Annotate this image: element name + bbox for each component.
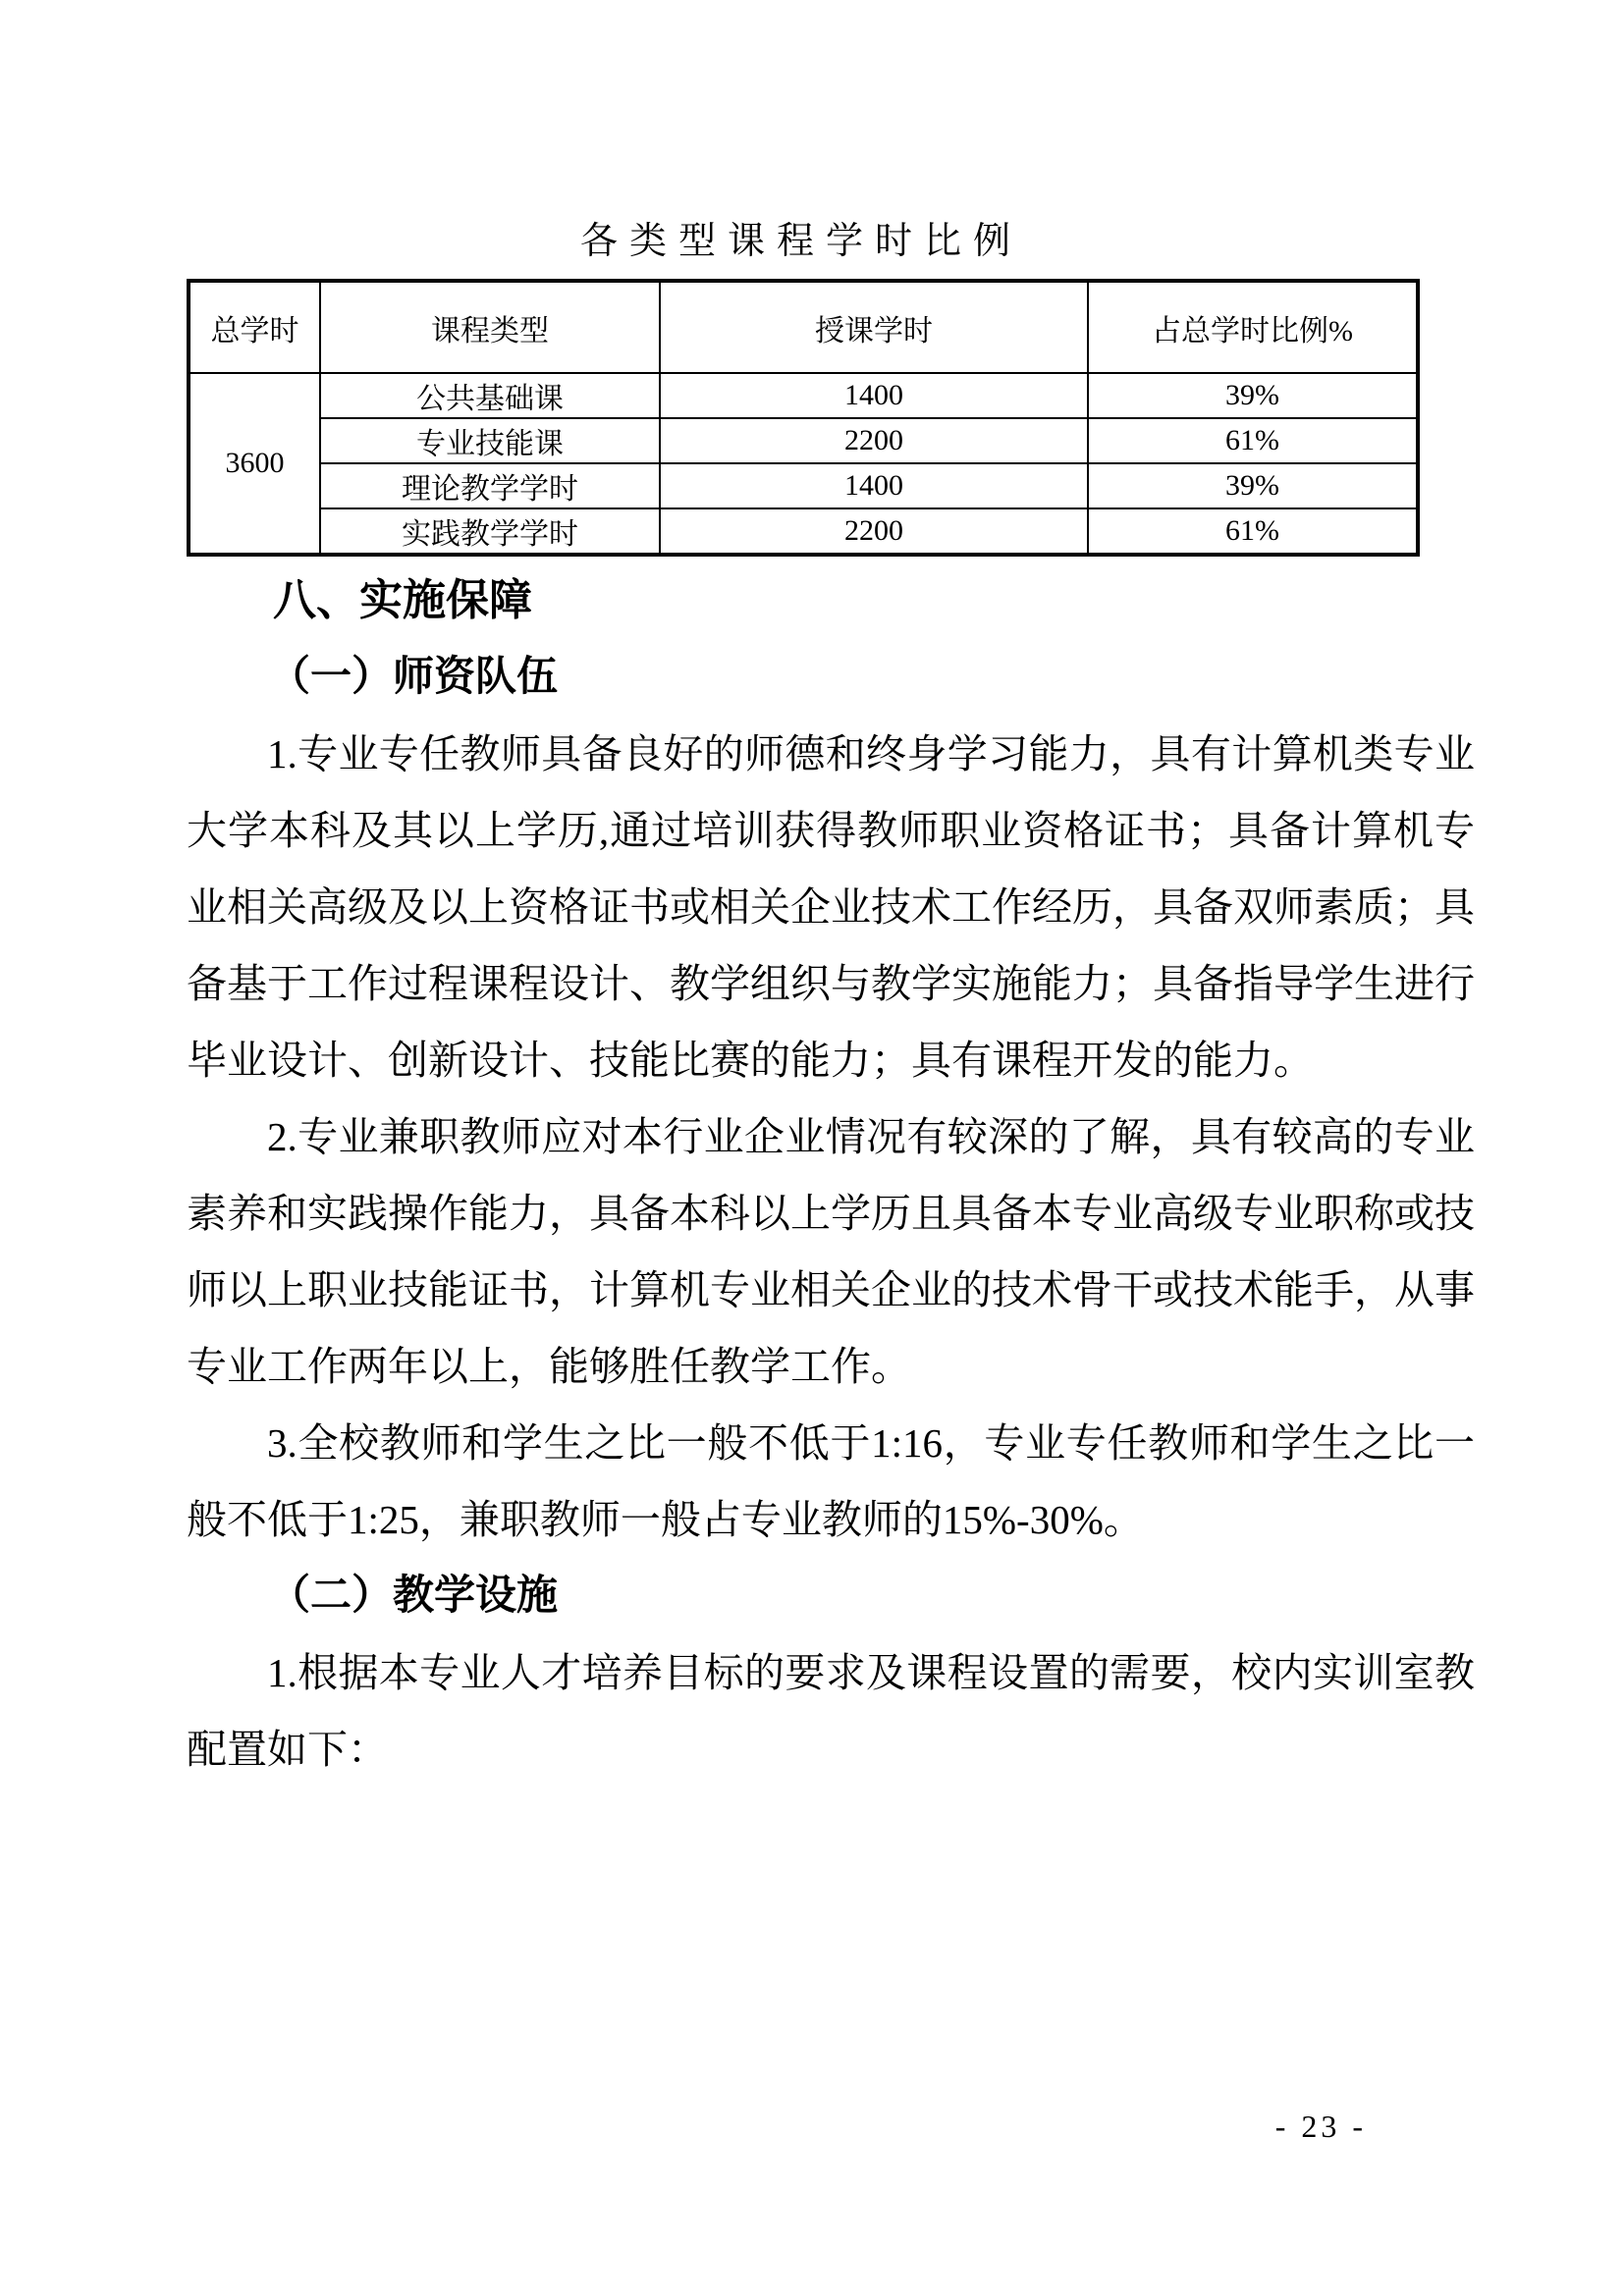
percent-cell: 39% [1088, 463, 1418, 508]
course-type-cell: 理论教学学时 [320, 463, 660, 508]
percent-cell: 61% [1088, 418, 1418, 463]
course-type-cell: 实践教学学时 [320, 508, 660, 555]
col-header-teaching-hours: 授课学时 [660, 281, 1088, 373]
hours-cell: 2200 [660, 418, 1088, 463]
subsection-heading-teaching-facilities: （二）教学设施 [269, 1574, 559, 1619]
percent-cell: 39% [1088, 373, 1418, 418]
table-row [189, 418, 1418, 463]
hours-cell: 2200 [660, 508, 1088, 555]
paragraph-fulltime-teachers: 1.专业专任教师具备良好的师德和终身学习能力，具有计算机类专业大学本科及其以上学历,通过培训获得教师职业资格证书；具备计算机专业相关高级及以上资格证书或相关企业技术工作经历，具备双师素质；具备基于工作过程课程设计、教学组织与教学实施能力；具备指导学生进行毕业设计、创新设计、技能比赛的能力；具有课程开发的能力。 [187, 731, 1475, 1083]
section-heading-implementation-guarantee: 八、实施保障 [273, 576, 532, 624]
hours-cell: 1400 [660, 463, 1088, 508]
table-row [189, 508, 1418, 555]
table-row [189, 463, 1418, 508]
page-number: - 23 - [1274, 2109, 1367, 2144]
course-type-cell: 公共基础课 [320, 373, 660, 418]
course-type-cell: 专业技能课 [320, 418, 660, 463]
table-header-row [189, 281, 1418, 373]
table-row [189, 373, 1418, 418]
total-hours-cell: 3600 [189, 373, 320, 555]
table-title: 各类型课程学时比例 [579, 221, 1022, 262]
paragraph-training-room-config: 1.根据本专业人才培养目标的要求及课程设置的需要，校内实训室教配置如下： [187, 1650, 1475, 1772]
hours-cell: 1400 [660, 373, 1088, 418]
subsection-heading-teaching-staff: （一）师资队伍 [269, 655, 559, 700]
col-header-percent: 占总学时比例% [1088, 281, 1418, 373]
col-header-course-type: 课程类型 [320, 281, 660, 373]
course-hours-table [187, 279, 1420, 557]
col-header-total-hours: 总学时 [189, 281, 320, 373]
paragraph-teacher-student-ratio: 3.全校教师和学生之比一般不低于1:16，专业专任教师和学生之比一般不低于1:25，兼职教师一般占专业教师的15%-30%。 [187, 1420, 1475, 1542]
paragraph-parttime-teachers: 2.专业兼职教师应对本行业企业情况有较深的了解，具有较高的专业素养和实践操作能力，具备本科以上学历且具备本专业高级专业职称或技师以上职业技能证书，计算机专业相关企业的技术骨干或技术能手，从事专业工作两年以上，能够胜任教学工作。 [187, 1114, 1475, 1389]
percent-cell: 61% [1088, 508, 1418, 555]
